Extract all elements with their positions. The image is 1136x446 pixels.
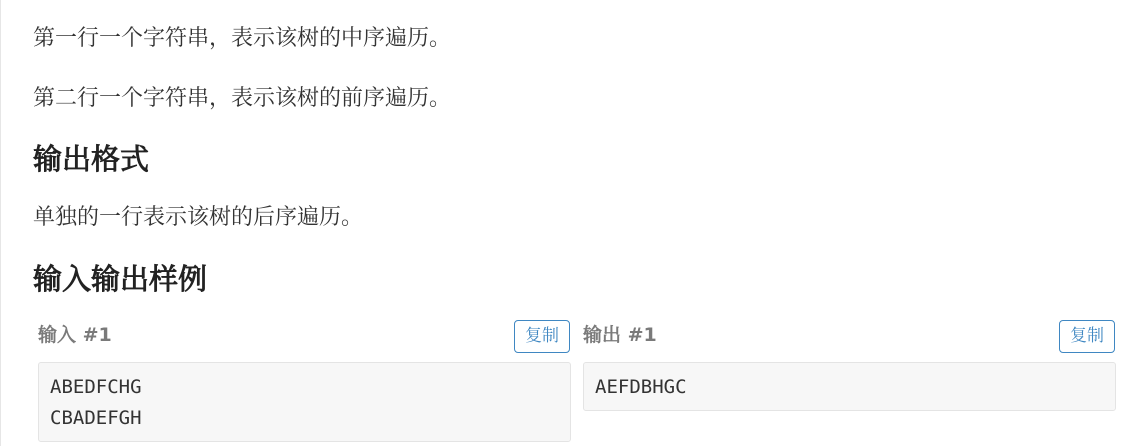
sample-input-title: 输入 #1	[38, 324, 112, 346]
sample-output-title: 输出 #1	[583, 324, 657, 346]
output-format-description: 单独的一行表示该树的后序遍历。	[33, 205, 364, 230]
left-border	[0, 0, 1, 446]
copy-output-button[interactable]: 复制	[1059, 320, 1115, 353]
samples-heading: 输入输出样例	[33, 262, 208, 296]
sample-output-code: AEFDBHGC	[583, 362, 1116, 411]
copy-input-button[interactable]: 复制	[514, 320, 570, 353]
output-format-heading: 输出格式	[33, 142, 150, 176]
sample-input-code: ABEDFCHG CBADEFGH	[38, 362, 571, 442]
input-format-line-2: 第二行一个字符串，表示该树的前序遍历。	[33, 86, 452, 111]
input-format-line-1: 第一行一个字符串，表示该树的中序遍历。	[33, 26, 452, 51]
